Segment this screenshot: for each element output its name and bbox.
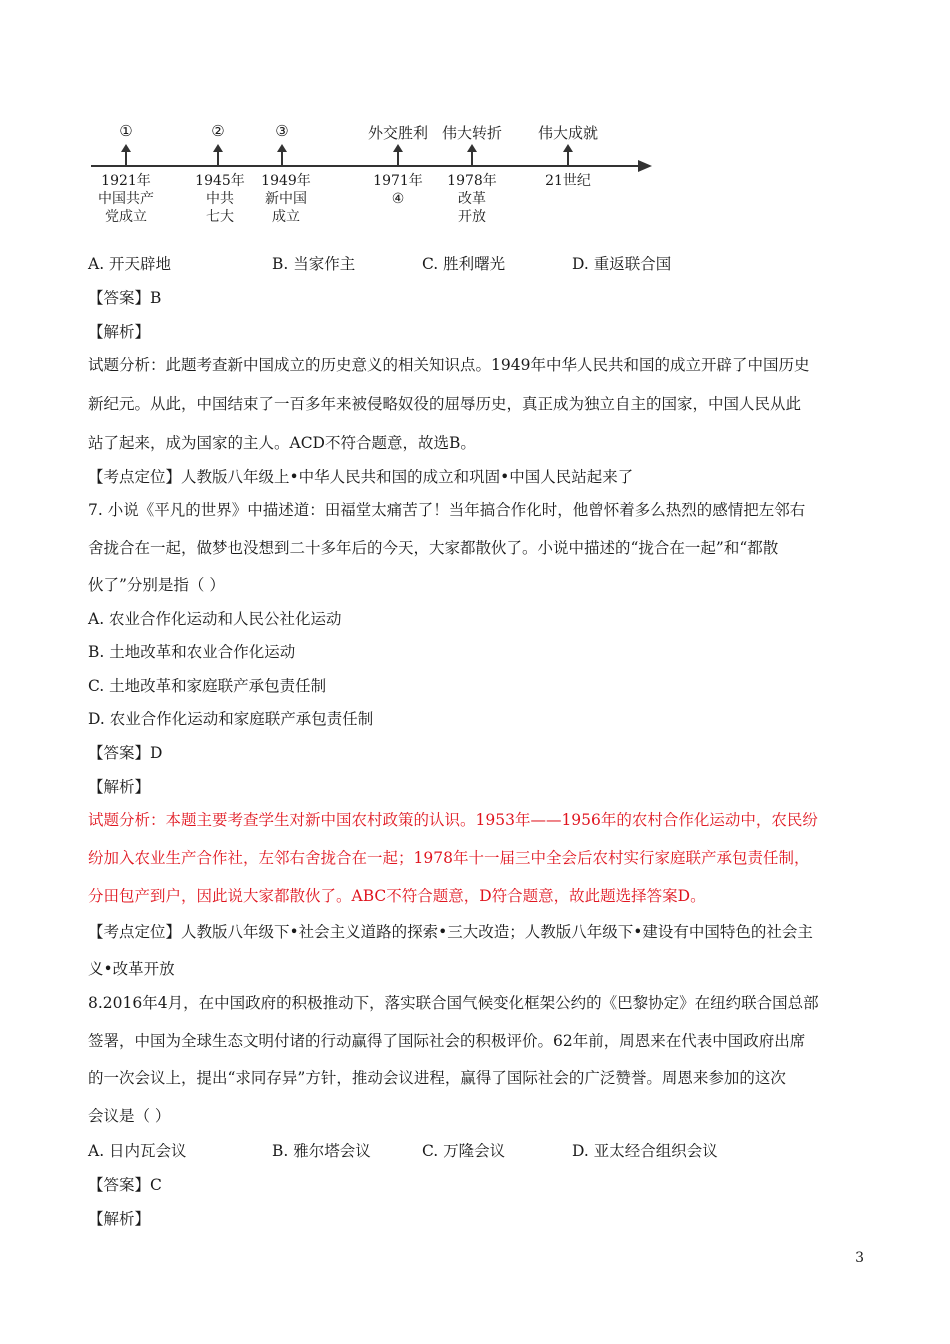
timeline-event-1971: 1971年 ④ [373,173,423,207]
q8-stem-line-3: 的一次会议上，提出“求同存异”方针，推动会议进程，赢得了国际社会的广泛赞誉。周恩来参加的这次 [88,1069,786,1087]
timeline-top-label-3: ③ [275,122,289,140]
q8-option-c: C. 万隆会议 [422,1142,506,1160]
q6-analysis-line-3: 站了起来，成为国家的主人。ACD不符合题意，故选B。 [88,434,476,452]
q7-option-d: D. 农业合作化运动和家庭联产承包责任制 [88,710,374,728]
timeline-figure [86,118,666,234]
q8-options [88,1139,718,1161]
timeline-event-1949: 1949年 新中国 成立 [261,173,311,225]
q6-option-d: D. 重返联合国 [572,255,672,273]
q7-analysis-heading: 【解析】 [88,778,151,796]
q6-options [88,252,671,274]
timeline-top-label-5: 伟大转折 [441,124,503,142]
q6-analysis-line-2: 新纪元。从此，中国结束了一百多年来被侵略奴役的屈辱历史，真正成为独立自主的国家，中国人民从此 [88,395,802,413]
q6-answer: 【答案】B [88,289,162,307]
timeline-event-21st-century: 21世纪 [545,173,591,189]
q7-stem-line-3: 伙了”分别是指（ ） [88,576,225,594]
q6-analysis-line-1: 试题分析：此题考查新中国成立的历史意义的相关知识点。1949年中华人民共和国的成立开辟了中国历史 [88,356,810,374]
timeline-top-label-1: ① [119,122,133,140]
q8-stem-line-1: 8.2016年4月，在中国政府的积极推动下，落实联合国气候变化框架公约的《巴黎协定》在纽约联合国总部 [88,994,819,1012]
q7-analysis-line-2: 纷加入农业生产合作社，左邻右舍拢合在一起；1978年十一届三中全会后农村实行家庭联产承包责任制， [88,849,810,867]
page-number: 3 [855,1250,864,1266]
q6-option-a: A. 开天辟地 [88,255,172,273]
q6-option-b: B. 当家作主 [272,255,356,273]
q6-option-c: C. 胜利曙光 [422,255,506,273]
timeline-event-1921: 1921年 中国共产 党成立 [98,173,154,225]
timeline-top-label-6: 伟大成就 [537,124,599,142]
q7-analysis-line-1: 试题分析：本题主要考查学生对新中国农村政策的认识。1953年——1956年的农村合作化运动中，农民纷 [88,811,818,829]
q7-kaodian-line-1: 【考点定位】人教版八年级下•社会主义道路的探索•三大改造；人教版八年级下•建设有中国特色的社会主 [88,923,813,941]
q6-analysis-heading: 【解析】 [88,323,151,341]
q7-stem-line-2: 舍拢合在一起，做梦也没想到二十多年后的今天，大家都散伙了。小说中描述的“拢合在一起”和“都散 [88,539,779,557]
q7-option-b: B. 土地改革和农业合作化运动 [88,643,296,661]
timeline-event-1978: 1978年 改革 开放 [447,173,497,225]
q7-kaodian-line-2: 义•改革开放 [88,960,175,978]
q7-stem-line-1: 7. 小说《平凡的世界》中描述道：田福堂太痛苦了！当年搞合作化时，他曾怀着多么热烈的感情把左邻右 [88,501,806,519]
q7-option-c: C. 土地改革和家庭联产承包责任制 [88,677,327,695]
q8-analysis-heading: 【解析】 [88,1210,151,1228]
q7-answer: 【答案】D [88,744,163,762]
q8-stem-line-4: 会议是（ ） [88,1107,171,1125]
q7-option-a: A. 农业合作化运动和人民公社化运动 [88,610,342,628]
q8-answer: 【答案】C [88,1176,162,1194]
q6-kaodian: 【考点定位】人教版八年级上•中华人民共和国的成立和巩固•中国人民站起来了 [88,468,634,486]
q8-stem-line-2: 签署，中国为全球生态文明付诸的行动赢得了国际社会的积极评价。62年前，周恩来在代表中国政府出席 [88,1032,806,1050]
timeline-top-label-2: ② [211,122,225,140]
q8-option-d: D. 亚太经合组织会议 [572,1142,718,1160]
timeline-event-1945: 1945年 中共 七大 [195,173,245,225]
q7-analysis-line-3: 分田包产到户，因此说大家都散伙了。ABC不符合题意，D符合题意，故此题选择答案D。 [88,887,706,905]
timeline-top-label-4: 外交胜利 [367,124,429,142]
q8-option-a: A. 日内瓦会议 [88,1142,187,1160]
q8-option-b: B. 雅尔塔会议 [272,1142,371,1160]
